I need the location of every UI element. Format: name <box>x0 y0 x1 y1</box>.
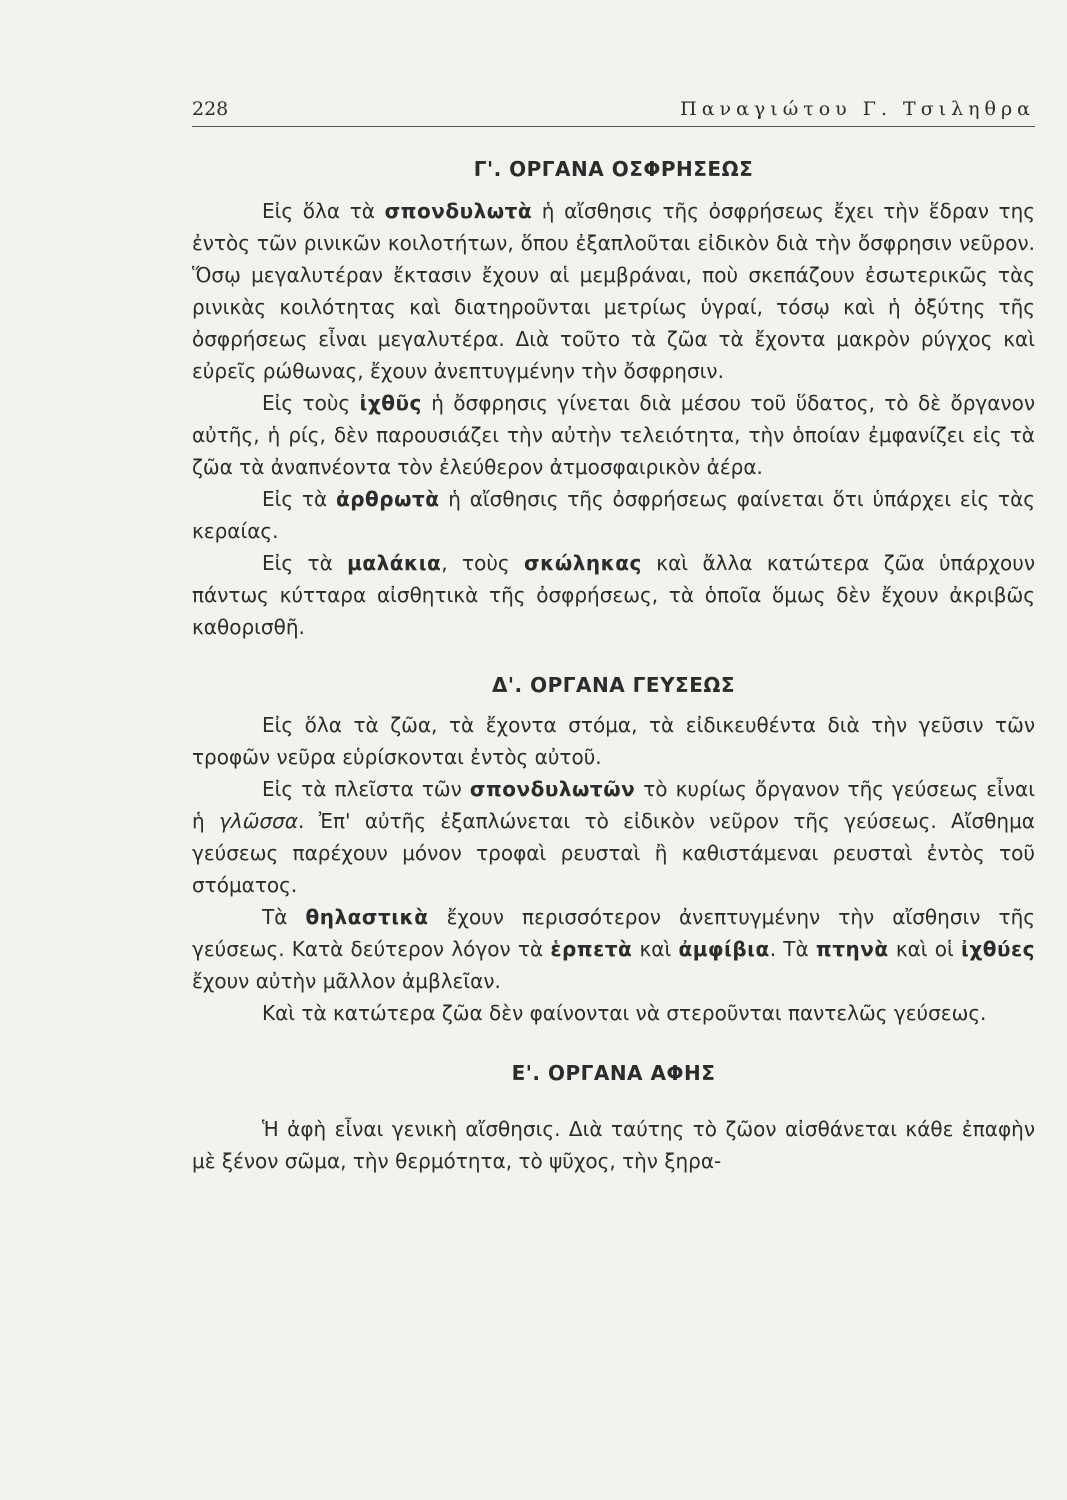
paragraph: Εἰς τὰ μαλάκια, τοὺς σκώληκας καὶ ἄλλα κατώτερα ζῶα ὑπάρχουν πάντως κύτταρα αἰσθητικὰ τῆς ὀσφρήσεως, τὰ ὁποῖα ὅμως δὲν ἔχουν ἀκριβῶς καθορισθῆ. <box>192 551 1035 639</box>
section-title-taste: Δ'. ΟΡΓΑΝΑ ΓΕΥΣΕΩΣ <box>491 673 736 697</box>
paragraph: Εἰς ὅλα τὰ σπονδυλωτὰ ἡ αἴσθησις τῆς ὀσφρήσεως ἔχει τὴν ἕδραν της ἐντὸς τῶν ρινικῶν κοιλοτήτων, ὅπου ἐξαπλοῦται εἰδικὸν διὰ τὴν ὄσφρησιν νεῦρον. Ὅσῳ μεγαλυτέραν ἔκτασιν ἔχουν αἱ μεμβράναι, ποὺ σκεπάζουν ἐσωτερικῶς τὰς ρινικὰς κοιλότητας καὶ διατηροῦνται μετρίως ὑγραί, τόσῳ καὶ ἡ ὀξύτης τῆς ὀσφρήσεως εἶναι μεγαλυτέρα. Διὰ τοῦτο τὰ ζῶα τὰ ἔχοντα μακρὸν ρύγχος καὶ εὐρεῖς ρώθωνας, ἔχουν ἀνεπτυγμένην τὴν ὄσφρησιν. <box>192 199 1036 383</box>
paragraph: Ἡ ἀφὴ εἶναι γενικὴ αἴσθησις. Διὰ ταύτης τὸ ζῶον αἰσθάνεται κάθε ἐπαφὴν μὲ ξένον σῶμα, τὴν θερμότητα, τὸ ψῦχος, τὴν ξηρα- <box>192 1117 1035 1173</box>
page <box>192 98 1035 1177</box>
paragraph: Εἰς ὅλα τὰ ζῶα, τὰ ἔχοντα στόμα, τὰ εἰδικευθέντα διὰ τὴν γεῦσιν τῶν τροφῶν νεῦρα εὑρίσκονται ἐντὸς αὐτοῦ. <box>192 713 1035 769</box>
running-head <box>192 98 1035 127</box>
paragraph: Τὰ θηλαστικὰ ἔχουν περισσότερον ἀνεπτυγμένην τὴν αἴσθησιν τῆς γεύσεως. Κατὰ δεύτερον λόγον τὰ ἑρπετὰ καὶ ἀμφίβια. Τὰ πτηνὰ καὶ οἱ ἰχθύες ἔχουν αὐτὴν μᾶλλον ἀμβλεῖαν. <box>192 905 1035 993</box>
paragraph: Καὶ τὰ κατώτερα ζῶα δὲν φαίνονται νὰ στεροῦνται παντελῶς γεύσεως. <box>262 1001 987 1025</box>
paragraph: Εἰς τὰ ἀρθρωτὰ ἡ αἴσθησις τῆς ὀσφρήσεως φαίνεται ὅτι ὑπάρχει εἰς τὰς κεραίας. <box>192 487 1035 543</box>
section-title-touch: Ε'. ΟΡΓΑΝΑ ΑΦΗΣ <box>511 1061 716 1085</box>
section-title-smell: Γ'. ΟΡΓΑΝΑ ΟΣΦΡΗΣΕΩΣ <box>473 157 754 181</box>
paragraph: Εἰς τὰ πλεῖστα τῶν σπονδυλωτῶν τὸ κυρίως ὄργανον τῆς γεύσεως εἶναι ἡ γλῶσσα. Ἐπ' αὐτῆς ἐξαπλώνεται τὸ εἰδικὸν νεῦρον τῆς γεύσεως. Αἴσθημα γεύσεως παρέχουν μόνον τροφαὶ ρευσταὶ ἢ καθιστάμεναι ρευσταὶ ἐντὸς τοῦ στόματος. <box>192 777 1035 897</box>
paragraph: Εἰς τοὺς ἰχθῦς ἡ ὄσφρησις γίνεται διὰ μέσου τοῦ ὕδατος, τὸ δὲ ὄργανον αὐτῆς, ἡ ρίς, δὲν παρουσιάζει τὴν αὐτὴν τελειότητα, τὴν ὁποίαν ἐμφανίζει εἰς τὰ ζῶα τὰ ἀναπνέοντα τὸν ἐλεύθερον ἀτμοσφαιρικὸν ἀέρα. <box>192 391 1035 479</box>
page-number: 228 <box>192 98 229 120</box>
running-title: Παναγιώτου Γ. Τσιληθρα <box>680 98 1035 120</box>
